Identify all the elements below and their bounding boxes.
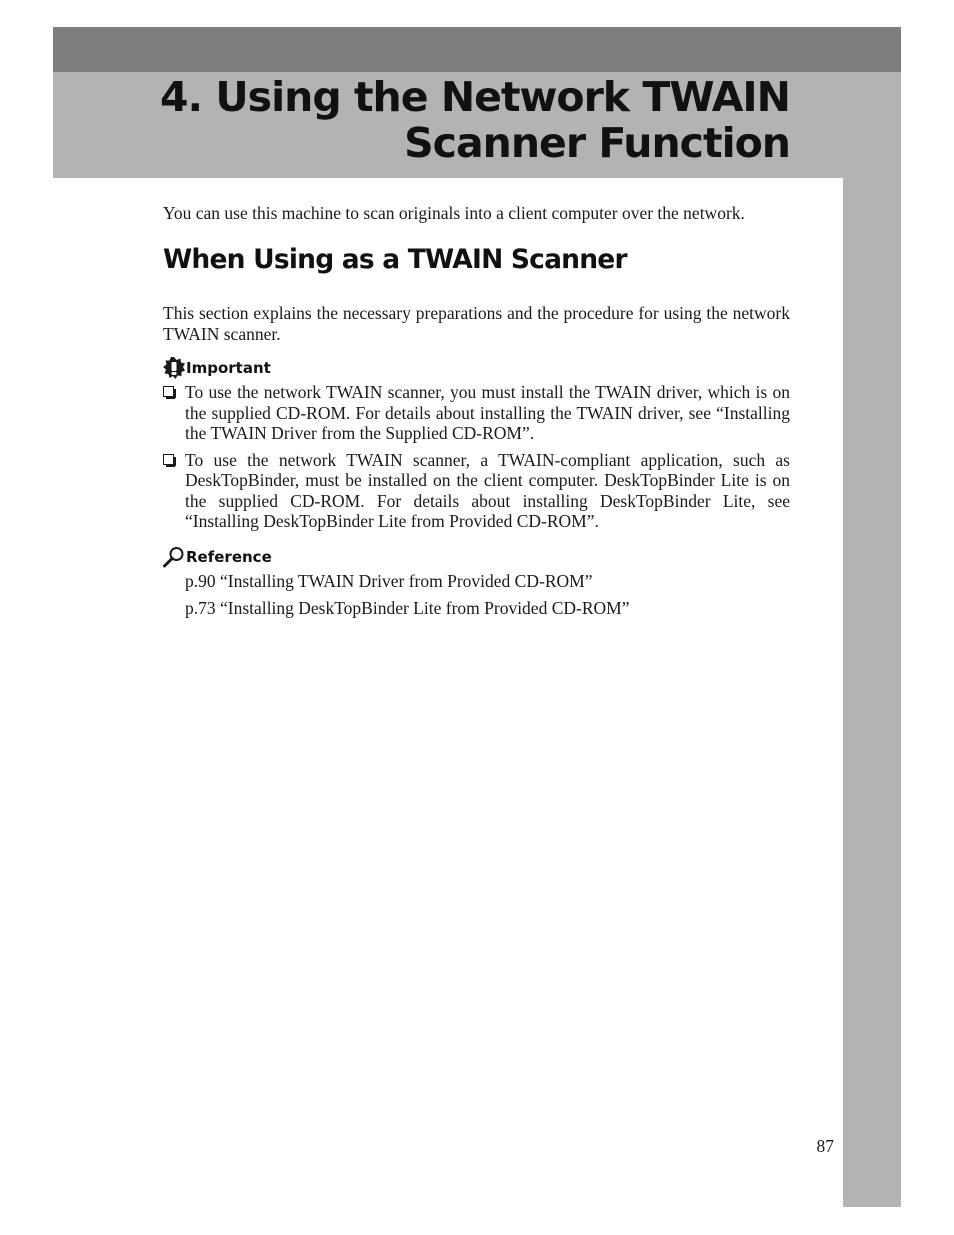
important-item-2 [163, 450, 790, 532]
important-item-1-text: To use the network TWAIN scanner, you must install the TWAIN driver, which is on the supplied CD-ROM. For details about installing the TWAIN driver, see “Installing the TWAIN Driver from the Supplied CD-ROM”. [185, 382, 790, 443]
reference-link-1[interactable]: p.90 “Installing TWAIN Driver from Provided CD-ROM” [185, 570, 593, 591]
chapter-band-top [53, 27, 901, 72]
reference-link-2[interactable]: p.73 “Installing DeskTopBinder Lite from Provided CD-ROM” [185, 597, 630, 618]
important-item-2-text: To use the network TWAIN scanner, a TWAIN-compliant application, such as DeskTopBinder, must be installed on the client computer. DeskTopBinder Lite is on the supplied CD-ROM. For details about installing DeskTopBinder Lite, see “Installing DeskTopBinder Lite from Provided CD-ROM”. [185, 449, 790, 531]
chapter-title-line-1: 4. Using the Network TWAIN [160, 73, 790, 121]
chapter-title [160, 74, 790, 166]
magnifier-icon [163, 546, 185, 568]
page-number: 87 [816, 1136, 834, 1156]
checkbox-bullet-icon [163, 454, 174, 465]
important-icon [163, 357, 185, 379]
chapter-title-line-2: Scanner Function [404, 119, 790, 167]
chapter-side-tab [843, 178, 901, 1207]
reference-heading [163, 546, 790, 568]
page-content [163, 203, 790, 619]
checkbox-bullet-icon [163, 386, 174, 397]
important-label: Important [186, 359, 271, 377]
intro-paragraph: You can use this machine to scan originals into a client computer over the network. [163, 203, 745, 223]
section-paragraph: This section explains the necessary preparations and the procedure for using the network TWAIN scanner. [163, 303, 790, 344]
important-heading [163, 357, 790, 379]
reference-label: Reference [186, 547, 272, 566]
important-item-1 [163, 382, 790, 444]
section-heading: When Using as a TWAIN Scanner [163, 244, 627, 275]
